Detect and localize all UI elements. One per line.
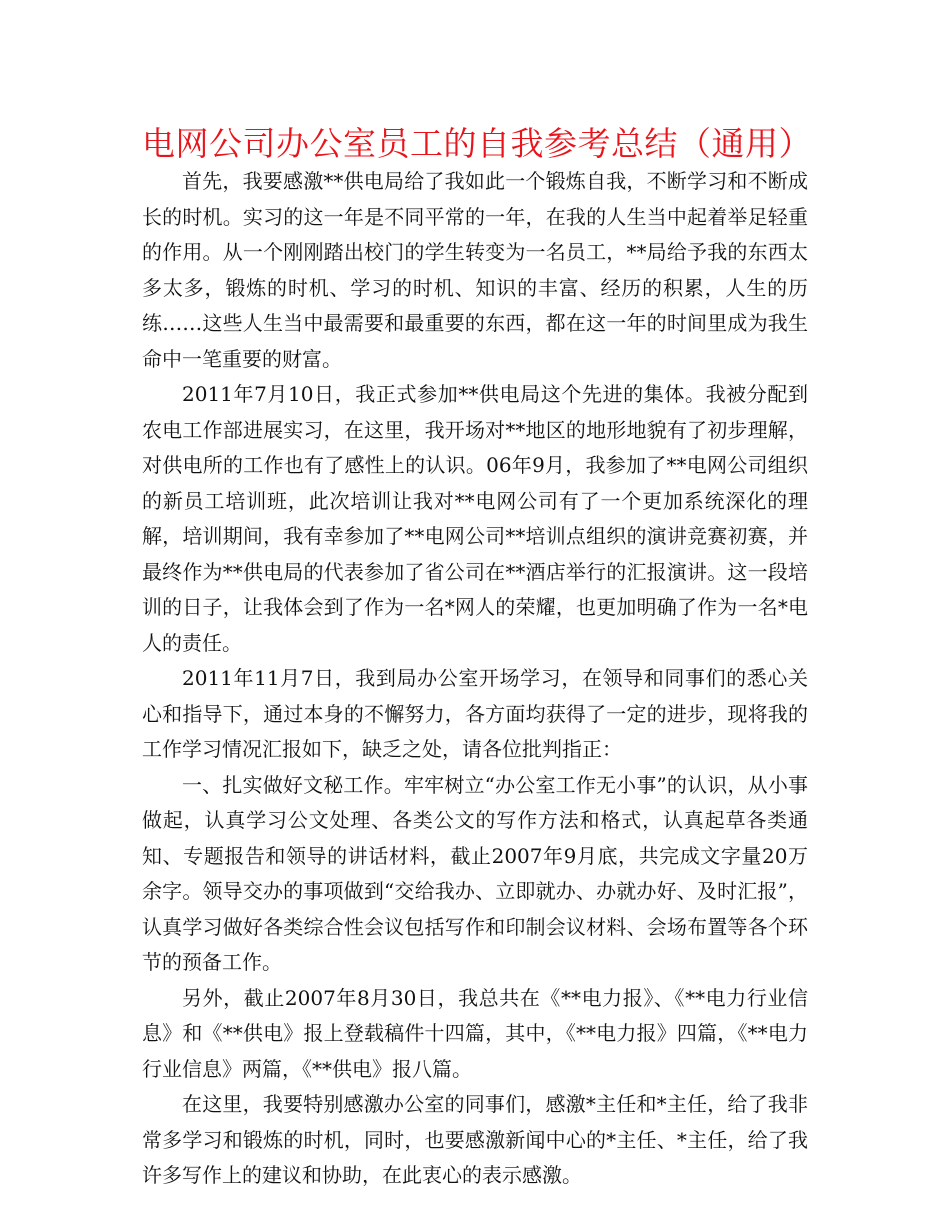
paragraph-intro: 首先，我要感激**供电局给了我如此一个锻炼自我，不断学习和不断成长的时机。实习的这一年是不同平常的一年，在我的人生当中起着举足轻重的作用。从一个刚刚踏出校门的学生转变为一名员工，**局给予我的东西太多太多，锻炼的时机、学习的时机、知识的丰富、经历的积累，人生的历练……这些人生当中最需要和最重要的东西，都在这一年的时间里成为我生命中一笔重要的财富。: [142, 169, 808, 371]
paragraph-thanks: 在这里，我要特别感激办公室的同事们，感激*主任和*主任，给了我非常多学习和锻炼的时机，同时，也要感激新闻中心的*主任、*主任，给了我许多写作上的建议和协助，在此衷心的表示感激。: [142, 1092, 808, 1187]
paragraph-secretarial-work: 一、扎实做好文秘工作。牢牢树立“办公室工作无小事”的认识，从小事做起，认真学习公文处理、各类公文的写作方法和格式，认真起草各类通知、专题报告和领导的讲话材料，截止2007年9月底，共完成文字量20万余字。领导交办的事项做到“交给我办、立即就办、办就办好、及时汇报”，认真学习做好各类综合性会议包括写作和印制会议材料、会场布置等各个环节的预备工作。: [142, 772, 808, 974]
document-body: [142, 164, 808, 1194]
paragraph-publications: 另外，截止2007年8月30日，我总共在《**电力报》、《**电力行业信息》和《**供电》报上登载稿件十四篇，其中，《**电力报》四篇，《**电力行业信息》两篇，《**供电》报八篇。: [142, 985, 808, 1081]
paragraph-office-start: 2011年11月7日，我到局办公室开场学习，在领导和同事们的悉心关心和指导下，通过本身的不懈努力，各方面均获得了一定的进步，现将我的工作学习情况汇报如下，缺乏之处，请各位批判指正：: [142, 666, 808, 761]
paragraph-joining: 2011年7月10日，我正式参加**供电局这个先进的集体。我被分配到农电工作部进展实习，在这里，我开场对**地区的地形地貌有了初步理解，对供电所的工作也有了感性上的认识。06年9月，我参加了**电网公司组织的新员工培训班，此次培训让我对**电网公司有了一个更加系统深化的理解，培训期间，我有幸参加了**电网公司**培训点组织的演讲竞赛初赛，并最终作为**供电局的代表参加了省公司在**酒店举行的汇报演讲。这一段培训的日子，让我体会到了作为一名*网人的荣耀，也更加明确了作为一名*电人的责任。: [142, 382, 808, 655]
document-title: 电网公司办公室员工的自我参考总结（通用）: [142, 124, 812, 163]
